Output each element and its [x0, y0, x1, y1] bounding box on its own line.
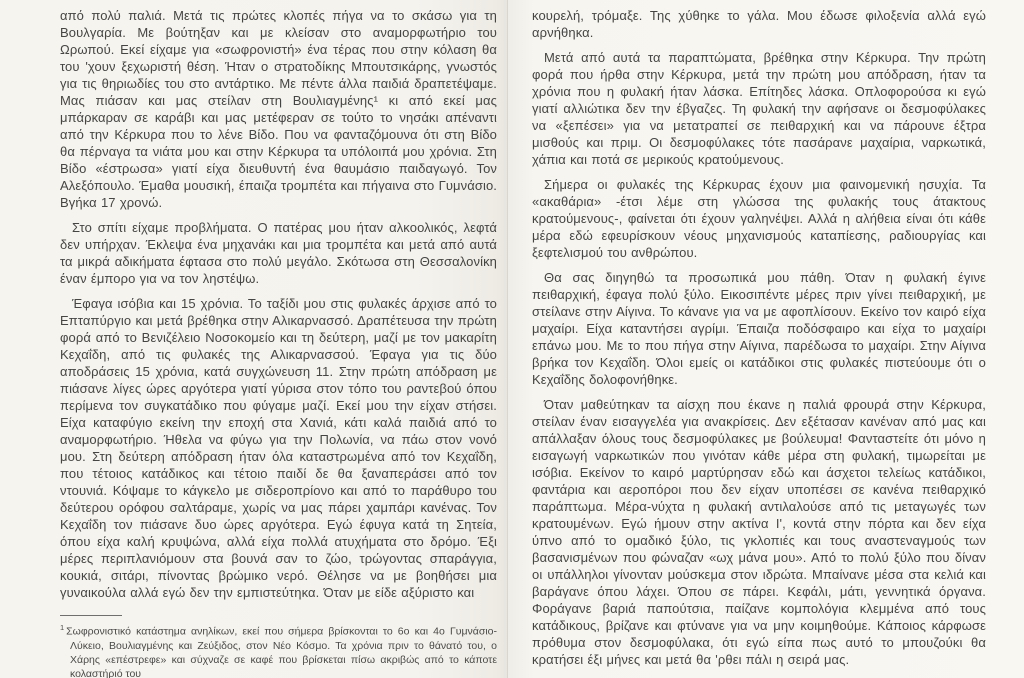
right-page [508, 0, 1024, 678]
paragraph: Έφαγα ισόβια και 15 χρόνια. Το ταξίδι μου στις φυλακές άρχισε από το Επταπύργιο και μετά βρέθηκα στην Αλικαρνασσό. Δραπέτευσα την πρώτη φορά από το Βενιζέλειο Νοσοκομείο και τη δεύτερη, μαζί με τον μακαρίτη Κεχαΐδη, από τις φυλακές της Αλικαρνασσού. Έφαγα για τις δύο αποδράσεις 15 χρόνια, κατά συγχώνευση 11. Στην πρώτη απόδραση με πιάσανε λίγες ώρες αργότερα γιατί γύρισα στον τόπο του ραντεβού όπου περίμενα τον συγκατάδικο που φύγαμε μαζί. Εκεί μου την είχαν στήσει. Είχα καταφύγιο εκείνη την εποχή στα Χανιά, κάτι καλά παιδιά από το αναμορφωτήριο. Ήθελα να φύγω για την Πολωνία, να πάω στον νονό μου. Στη δεύτερη απόδραση ήταν όλα καταστρωμένα από τον Κεχαΐδη, που τέτοιος κατάδικος και τέτοιο παιδί δε θα ξαναπεράσει από τον ντουνιά. Κόψαμε το κάγκελο με σιδεροπρίονο και από το παράθυρο του δεύτερου ορόφου σαλτάραμε, χωρίς να μας πάρει χαμπάρι κανένας. Τον Κεχαΐδη τον πιάσανε δυο ώρες αργότερα. Εγώ έφυγα κατά τη Σητεία, όπου είχα καλή κρυψώνα, αλλά είχα πολλά ατυχήματα στο δρόμο. Έξι μέρες περιπλανιόμουν στα βουνά σαν το ζώο, τρώγοντας σπαράγγια, κουκιά, σιτάρι, πίνοντας βρώμικο νερό. Θέλησε να με βοηθήσει μια γυναικούλα αλλά εγώ δεν την εμπιστεύτηκα. Όταν με είδε αξύριστο και [60, 296, 497, 600]
paragraph: Όταν μαθεύτηκαν τα αίσχη που έκανε η παλιά φρουρά στην Κέρκυρα, στείλαν έναν εισαγγελέα για ανακρίσεις. Δεν εξέτασαν κανέναν από μας και απάλλαξαν όλους τους δεσμοφύλακες με βούλευμα! Φανταστείτε ότι μόνο η εισαγωγή ναρκωτικών που γινόταν κάθε μέρα στη φυλακή, τιμωρείται με ισόβια. Εκείνον το καιρό μαρτύρησαν εδώ και άσχετοι τελείως κατάδικοι, φαντάρια και αεροπόροι που δεν είχαν υποπέσει σε κανένα πειθαρχικό παράπτωμα. Μέρα-νύχτα η φυλακή αντιλαλούσε από τις μεταγωγές των κρατουμένων. Εγώ ήμουν στην ακτίνα Ι', κοντά στην πόρτα και δεν είχα ύπνο από το ομαδικό ξύλο, τις γκλοπιές και τους αναστεναγμούς των βασανισμένων που φώναζαν «ωχ μάνα μου». Από το πολύ ξύλο που δίναν οι υπάλληλοι γίνονταν μούσκεμα στον ιδρώτα. Μπαίνανε μέσα στα κελιά και βαράγανε όπου λάχει. Όπου σε πάρει. Κεφάλι, μάτι, γεννητικά όργανα. Φοράγανε βαριά παπούτσια, παίζανε κομπολόγια κλεμμένα από τους κατάδικους, βρίζανε και φτύνανε για να μην κοιμηθούμε. Κάποιος κάρφωσε πρόθυμα στον δεσμοφύλακα, ότι εγώ είπα πως αυτό το μπουζούκι θα κρατήσει έξι μήνες και μετά θα 'ρθει πάλι η σειρά μας. [532, 397, 986, 667]
footnote [60, 615, 497, 678]
paragraph: κουρελή, τρόμαξε. Της χύθηκε το γάλα. Μου έδωσε φιλοξενία αλλά εγώ αρνήθηκα. [532, 8, 986, 40]
left-page [0, 0, 507, 678]
paragraph: Μετά από αυτά τα παραπτώματα, βρέθηκα στην Κέρκυρα. Την πρώτη φορά που ήρθα στην Κέρκυρα, μετά την πρώτη μου απόδραση, ήταν τα χρόνια που η φυλακή ήταν λάσκα. Επίτηδες λάσκα. Οπλοφορούσα κι εγώ γιατί αλλιώτικα δεν την έβγαζες. Τη φυλακή την αφήσανε οι δεσμοφύλακες να «ξεπέσει» για να μετατραπεί σε πειθαρχική και να πάρουνε έξτρα μισθούς και πριμ. Οι δεσμοφύλακες τότε πασάρανε μαχαίρια, ναρκωτικά, χάπια και ποτά σε μερικούς κρατούμενους. [532, 50, 986, 167]
right-page-text-column [532, 7, 986, 668]
paragraph: από πολύ παλιά. Μετά τις πρώτες κλοπές πήγα να το σκάσω για τη Βουλγαρία. Με βούτηξαν και με κλείσαν στο αναμορφωτήριο του Ωρωπού. Εκεί είχαμε για «σωφρονιστή» ένα τέρας που στην κόλαση θα του 'χουν ξεχωριστή θέση. Ήταν ο στρατοδίκης Μπουτσικάρης, γνωστός για τις θηριωδίες του στο αντάρτικο. Με πέντε άλλα παιδιά δραπετέψαμε. Μας πιάσαν και μας στείλαν στη Βουλιαγμένης¹ κι από εκεί μας μπάρκαραν σε καράβι και μας μετέφεραν σε τούτο το νησάκι απέναντι από την Κέρκυρα που το λένε Βίδο. Που να φανταζόμουνα ότι στη Βίδο θα πέρναγα τα νιάτα μου και στην Κέρκυρα τα υπόλοιπά μου χρόνια. Στη Βίδο «έστρωσα» γιατί είχα διευθυντή ένα θαυμάσιο παιδαγωγό. Τον Αλεξόπουλο. Έμαθα μουσική, έπαιζα τρομπέτα και πήγαινα στο Γυμνάσιο. Βγήκα 17 χρονώ. [60, 8, 497, 210]
paragraph: Σήμερα οι φυλακές της Κέρκυρας έχουν μια φαινομενική ησυχία. Τα «ακαθάρια» -έτσι λέμε στη γλώσσα της φυλακής τους άτακτους κρατούμενους-, φαίνεται ότι έχουν γαληνέψει. Αλλά η αλήθεια είναι ότι κάθε μέρα εδώ εφευρίσκουν νέους μηχανισμούς καταπίεσης, ραδιουργίας και ξεφτελισμού του ανθρώπου. [532, 177, 986, 260]
left-page-text-column [60, 7, 497, 601]
paragraph: Στο σπίτι είχαμε προβλήματα. Ο πατέρας μου ήταν αλκοολικός, λεφτά δεν υπήρχαν. Έκλεψα ένα μηχανάκι και μια τρομπέτα και μετά από αυτά τα μικρά αδικήματα έφτασα στο πολύ μεγάλο. Σκότωσα στη Θεσσαλονίκη έναν έμπορο για να τον ληστέψω. [60, 220, 497, 286]
footnote-marker: 1 [60, 623, 65, 632]
footnote-body: Σωφρονιστικό κατάστημα ανηλίκων, εκεί που σήμερα βρίσκονται το 6ο και 4ο Γυμνάσιο-Λύκειο, Βουλιαγμένης και Ζεύξιδος, στον Νέο Κόσμο. Τα χρόνια πριν το θάνατό του, ο Χάρης «επέστρεφε» και σύχναζε σε καφέ που βρίσκεται πίσω ακριβώς από το κάποτε κολαστήριό του [66, 625, 497, 678]
footnote-text [60, 621, 497, 678]
footnote-divider [60, 615, 122, 616]
paragraph: Θα σας διηγηθώ τα προσωπικά μου πάθη. Όταν η φυλακή έγινε πειθαρχική, έφαγα πολύ ξύλο. Εικοσιπέντε μέρες πριν γίνει πειθαρχική, με στείλανε στην Αίγινα. Το κάνανε για να με αφοπλίσουν. Εκείνο τον καιρό είχα μαχαίρι. Είχα καταντήσει αγρίμι. Έπαιζα ποδόσφαιρο και είχα το μαχαίρι επάνω μου. Με το που πήγα στην Αίγινα, παρέδωσα το μαχαίρι. Στην Αίγινα βρήκα τον Κεχαΐδη. Όλοι εμείς οι κατάδικοι στις φυλακές πιστεύουμε ότι ο Κεχαΐδης δολοφονήθηκε. [532, 270, 986, 387]
